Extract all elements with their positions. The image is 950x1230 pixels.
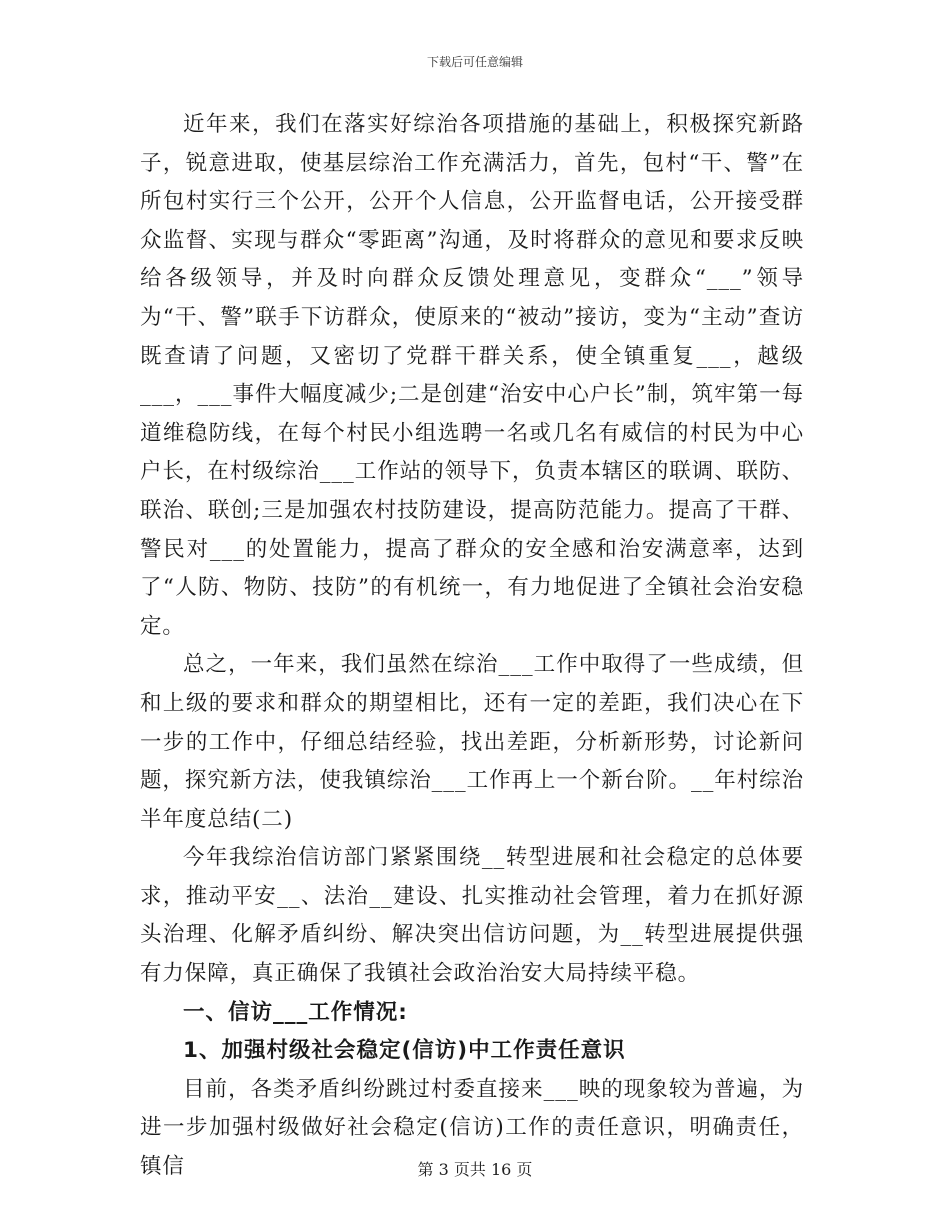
paragraph-2: 总之，一年来，我们虽然在综治___工作中取得了一些成绩，但和上级的要求和群众的期望相比，还有一定的差距，我们决心在下一步的工作中，仔细总结经验，找出差距，分析新形势，讨论新问题，探究新方法，使我镇综治___工作再上一个新台阶。__年村综治半年度总结(二) (140, 652, 804, 832)
document-body (140, 106, 804, 1187)
page-number: 第 3 页共 16 页 (417, 1160, 533, 1179)
subsection-heading: 1、加强村级社会稳定(信访)中工作责任意识 (183, 1038, 626, 1064)
paragraph-1: 近年来，我们在落实好综治各项措施的基础上，积极探究新路子，锐意进取，使基层综治工作充满活力，首先，包村“干、警”在所包村实行三个公开，公开个人信息，公开监督电话，公开接受群众监督、实现与群众“零距离”沟通，及时将群众的意见和要求反映给各级领导，并及时向群众反馈处理意见，变群众“___”领导为“干、警”联手下访群众，使原来的“被动”接访，变为“主动”查访既查请了问题，又密切了党群干群关系，使全镇重复___，越级___，___事件大幅度减少;二是创建“治安中心户长”制，筑牢第一每道维稳防线，在每个村民小组选聘一名或几名有威信的村民为中心户长，在村级综治___工作站的领导下，负责本辖区的联调、联防、联治、联创;三是加强农村技防建设，提高防范能力。提高了干群、警民对___的处置能力，提高了群众的安全感和治安满意率，达到了“人防、物防、技防”的有机统一，有力地促进了全镇社会治安稳定。 (140, 112, 804, 639)
paragraph-4: 目前，各类矛盾纠纷跳过村委直接来___映的现象较为普遍，为进一步加强村级做好社会稳定(信访)工作的责任意识，明确责任，镇信 (140, 1076, 804, 1180)
section-heading: 一、信访___工作情况: (183, 999, 408, 1025)
paragraph-3: 今年我综治信访部门紧紧围绕__转型进展和社会稳定的总体要求，推动平安__、法治__建设、扎实推动社会管理，着力在抓好源头治理、化解矛盾纠纷、解决突出信访问题，为__转型进展提供强有力保障，真正确保了我镇社会政治治安大局持续平稳。 (140, 845, 804, 987)
header-note: 下载后可任意编辑 (426, 55, 523, 69)
